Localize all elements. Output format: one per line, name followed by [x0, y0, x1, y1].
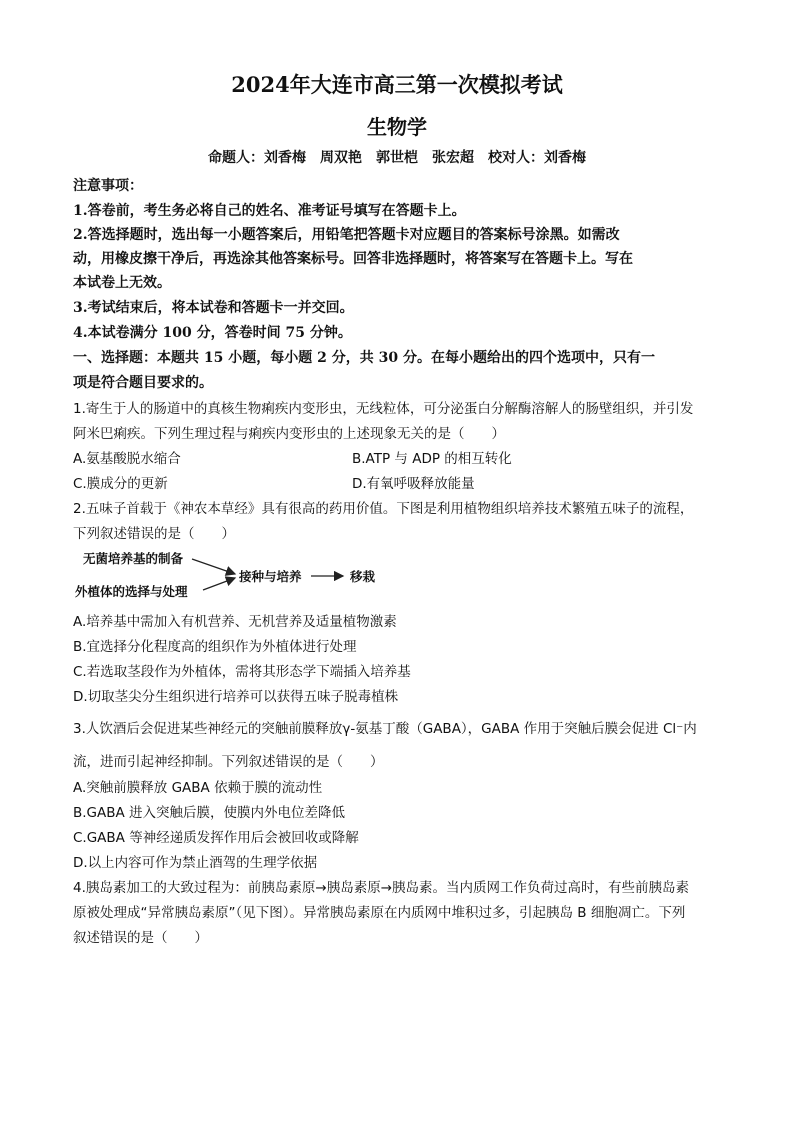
q2-stem-line-2: 下列叙述错误的是（ ） [73, 526, 235, 542]
q3-option-b: B.GABA 进入突触后膜，使膜内外电位差降低 [73, 805, 346, 821]
q2-option-a: A.培养基中需加入有机营养、无机营养及适量植物激素 [73, 614, 397, 630]
subject-title: 生物学 [367, 115, 427, 139]
notice-heading: 注意事项： [73, 178, 143, 194]
q2-option-d: D.切取茎尖分生组织进行培养可以获得五味子脱毒植株 [73, 689, 399, 705]
q2-stem-line-1: 2.五味子首载于《神农本草经》具有很高的药用价值。下图是利用植物组织培养技术繁殖五味子的流程， [73, 501, 694, 517]
q4-stem-line-1: 4.胰岛素加工的大致过程为：前胰岛素原→胰岛素原→胰岛素。当内质网工作负荷过高时，有些前胰岛素 [73, 880, 690, 896]
notice-item-2-line-1: 2.答选择题时，选出每一小题答案后，用铅笔把答题卡对应题目的答案标号涂黑。如需改 [73, 227, 620, 243]
q1-stem-line-1: 1.寄生于人的肠道中的真核生物痢疾内变形虫，无线粒体，可分泌蛋白分解酶溶解人的肠壁组织，并引发 [73, 401, 694, 417]
q1-stem-line-2: 阿米巴痢疾。下列生理过程与痢疾内变形虫的上述现象无关的是（ ） [73, 426, 505, 442]
flow-step-inoculation-culture: 接种与培养 [239, 569, 302, 584]
notice-item-2-line-2: 动，用橡皮擦干净后，再选涂其他答案标号。回答非选择题时，将答案写在答题卡上。写在 [73, 251, 633, 267]
section-heading-line-1: 一、选择题：本题共 15 小题，每小题 2 分，共 30 分。在每小题给出的四个选项中，只有一 [73, 350, 655, 366]
notice-item-1: 1.答卷前，考生务必将自己的姓名、准考证号填写在答题卡上。 [73, 203, 466, 219]
section-heading-line-2: 项是符合题目要求的。 [73, 375, 213, 391]
q4-stem-line-3: 叙述错误的是（ ） [73, 930, 208, 946]
notice-item-3: 3.考试结束后，将本试卷和答题卡一并交回。 [73, 300, 354, 316]
exam-title: 2024年大连市高三第一次模拟考试 [231, 72, 563, 97]
notice-item-2-line-3: 本试卷上无效。 [73, 275, 171, 291]
q4-stem-line-2: 原被处理成“异常胰岛素原”（见下图）。异常胰岛素原在内质网中堆积过多，引起胰岛 B 细胞凋亡。下列 [73, 905, 686, 921]
arrow-box2-to-box3 [203, 578, 235, 590]
q1-option-a: A.氨基酸脱水缩合 [73, 451, 181, 467]
q1-option-c: C.膜成分的更新 [73, 476, 168, 492]
flow-step-medium-prep: 无菌培养基的制备 [83, 551, 184, 566]
q3-option-c: C.GABA 等神经递质发挥作用后会被回收或降解 [73, 830, 359, 846]
q1-option-d: D.有氧呼吸释放能量 [352, 476, 475, 492]
notice-item-4: 4.本试卷满分 100 分，答卷时间 75 分钟。 [73, 325, 352, 341]
q2-option-c: C.若选取茎段作为外植体，需将其形态学下端插入培养基 [73, 664, 411, 680]
q2-option-b: B.宜选择分化程度高的组织作为外植体进行处理 [73, 639, 357, 655]
q3-stem-line-2: 流，进而引起神经抑制。下列叙述错误的是（ ） [73, 754, 384, 770]
tissue-culture-flowchart [75, 547, 395, 597]
flow-step-transplant: 移栽 [350, 569, 376, 584]
authors-line: 命题人：刘香梅 周双艳 郭世桤 张宏超 校对人：刘香梅 [208, 150, 586, 166]
q3-option-a: A.突触前膜释放 GABA 依赖于膜的流动性 [73, 780, 323, 796]
q3-stem-line-1: 3.人饮酒后会促进某些神经元的突触前膜释放γ-氨基丁酸（GABA），GABA 作用于突触后膜会促进 Cl⁻内 [73, 721, 697, 737]
q3-option-d: D.以上内容可作为禁止酒驾的生理学依据 [73, 855, 318, 871]
arrow-box1-to-box3 [192, 559, 235, 574]
flow-step-explant-selection: 外植体的选择与处理 [75, 584, 188, 599]
q1-option-b: B.ATP 与 ADP 的相互转化 [352, 451, 512, 467]
